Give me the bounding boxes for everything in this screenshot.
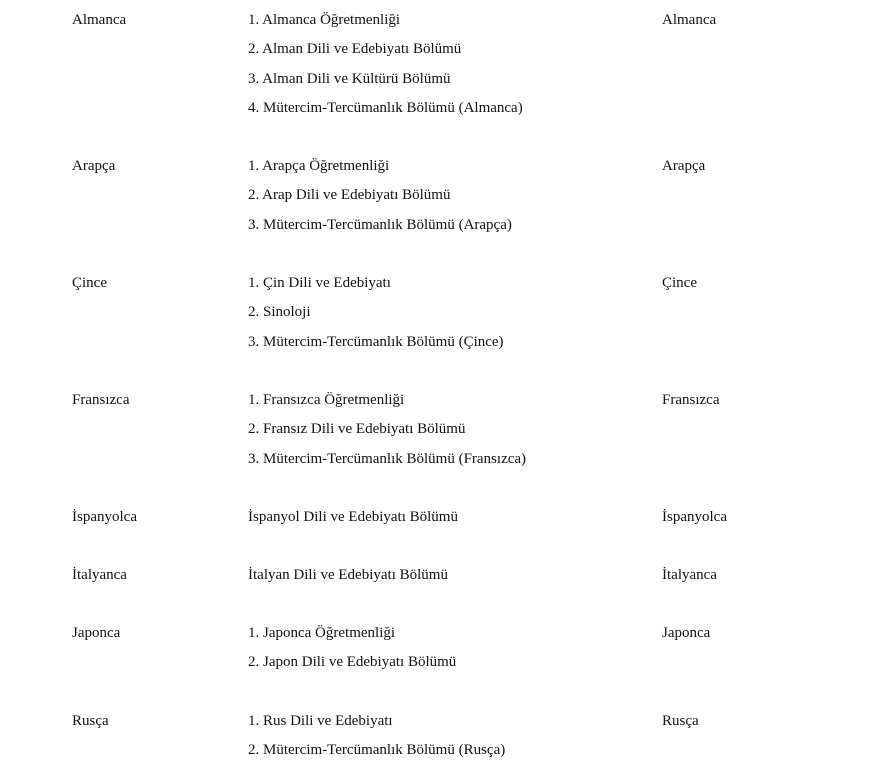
program-item: 3. Mütercim-Tercümanlık Bölümü (Fransızca) [248, 450, 527, 467]
language-name: Almanca [72, 12, 127, 28]
language-name: İtalyanca [72, 567, 127, 583]
program-item: 1. Arapça Öğretmenliği [248, 158, 390, 174]
program-item: 3. Mütercim-Tercümanlık Bölümü (Arapça) [248, 216, 512, 233]
language-name: Çince [72, 275, 107, 291]
language-name: Fransızca [72, 392, 130, 408]
language-name: İspanyolca [72, 509, 137, 525]
program-item: 2. Arap Dili ve Edebiyatı Bölümü [248, 187, 451, 204]
program-list [248, 386, 526, 474]
program-item: 1. Fransızca Öğretmenliği [248, 392, 405, 408]
language-name: Arapça [72, 158, 116, 174]
exam-language: Arapça [662, 158, 706, 174]
program-item: 2. Alman Dili ve Edebiyatı Bölümü [248, 41, 462, 58]
exam-language: Fransızca [662, 392, 720, 408]
program-item: 1. Çin Dili ve Edebiyatı [248, 275, 391, 291]
language-name: Rusça [72, 713, 109, 729]
program-item: 4. Mütercim-Tercümanlık Bölümü (Almanca) [248, 99, 523, 116]
program-list [248, 561, 448, 590]
program-list [248, 503, 458, 532]
program-list [248, 152, 512, 240]
program-item: İtalyan Dili ve Edebiyatı Bölümü [248, 567, 448, 583]
program-item: 2. Japon Dili ve Edebiyatı Bölümü [248, 654, 457, 671]
exam-language: Almanca [662, 12, 717, 28]
exam-language: Rusça [662, 713, 699, 729]
program-item: 2. Sinoloji [248, 304, 311, 321]
program-list [248, 6, 523, 123]
program-item: İspanyol Dili ve Edebiyatı Bölümü [248, 509, 458, 525]
program-list [248, 269, 504, 357]
exam-language: İspanyolca [662, 509, 727, 525]
exam-language: Çince [662, 275, 697, 291]
exam-language: İtalyanca [662, 567, 717, 583]
program-item: 3. Mütercim-Tercümanlık Bölümü (Çince) [248, 333, 504, 350]
program-item: 1. Japonca Öğretmenliği [248, 625, 396, 641]
program-item: 2. Mütercim-Tercümanlık Bölümü (Rusça) [248, 742, 506, 759]
program-item: 1. Almanca Öğretmenliği [248, 12, 401, 28]
exam-language: Japonca [662, 625, 711, 641]
program-item: 2. Fransız Dili ve Edebiyatı Bölümü [248, 421, 466, 438]
program-list [248, 619, 456, 678]
language-name: Japonca [72, 625, 121, 641]
program-item: 1. Rus Dili ve Edebiyatı [248, 713, 393, 729]
program-list [248, 707, 505, 766]
program-item: 3. Alman Dili ve Kültürü Bölümü [248, 70, 451, 87]
